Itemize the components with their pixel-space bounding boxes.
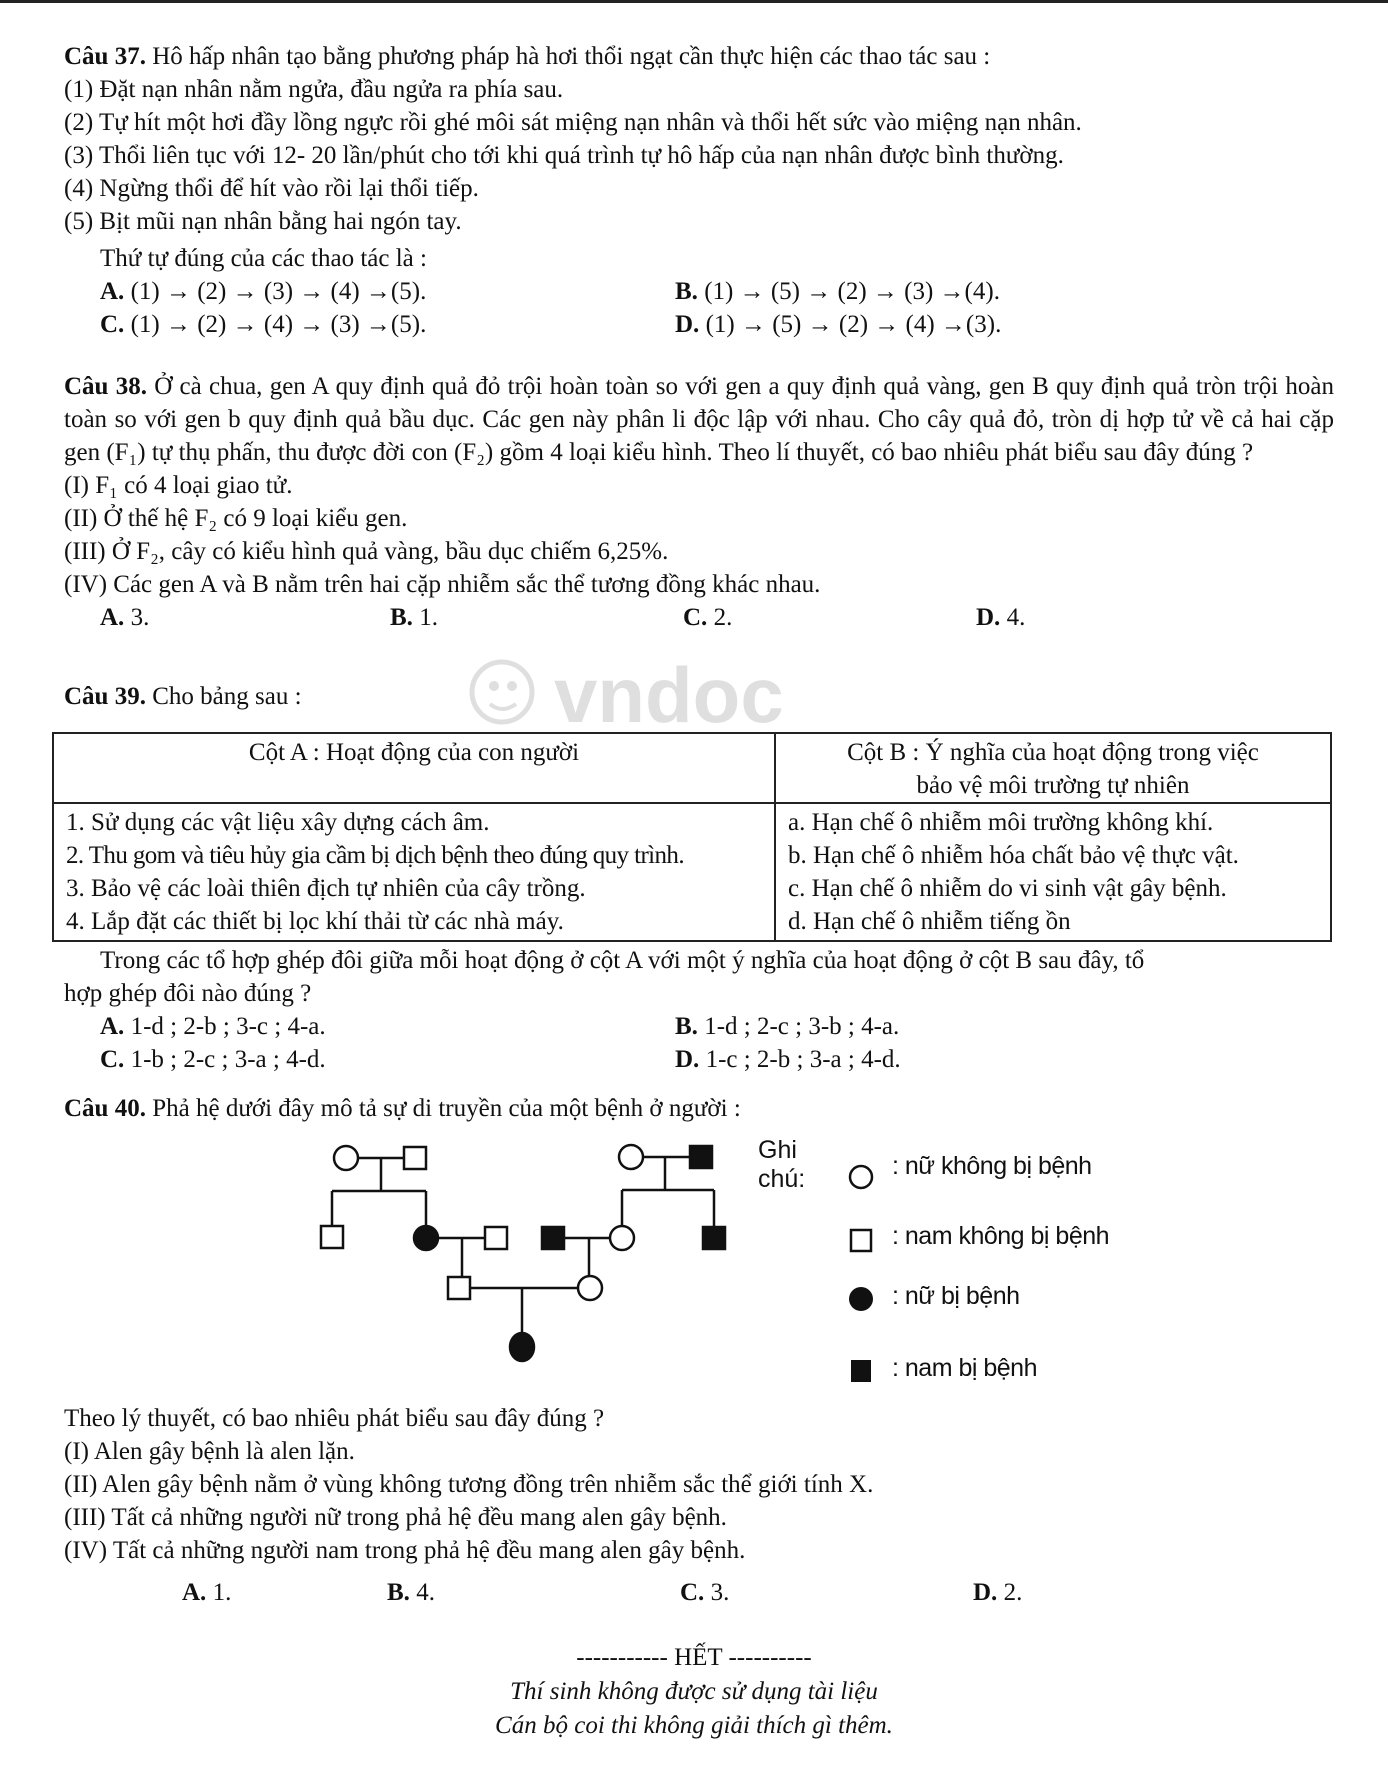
q40-prompt: Theo lý thuyết, có bao nhiêu phát biểu sau đây đúng ?: [64, 1405, 605, 1432]
q39-stem: Cho bảng sau :: [152, 683, 302, 710]
legend-female-unaffected-icon: [848, 1162, 876, 1192]
q39-table-header-b: Cột B : Ý nghĩa của hoạt động trong việc bảo vệ môi trường tự nhiên: [775, 733, 1331, 803]
question-37: [64, 40, 1334, 341]
q37-option-a[interactable]: A. (1) → (2) → (3) → (4) →(5).: [100, 278, 427, 305]
q39-table-header-a: Cột A : Hoạt động của con người: [53, 733, 775, 803]
q37-step-4: (4) Ngừng thổi để hít vào rồi lại thổi tiếp.: [64, 175, 479, 202]
pedigree-gen1-female-unaffected-1: [334, 1146, 358, 1170]
question-38: [64, 370, 1334, 634]
q39-prompt-cont: hợp ghép đôi nào đúng ?: [64, 980, 312, 1007]
q37-options: [64, 275, 1334, 341]
q39-option-a[interactable]: A. 1-d ; 2-b ; 3-c ; 4-a.: [100, 1013, 326, 1040]
top-border-line: [0, 0, 1388, 3]
svg-text:vndoc: vndoc: [554, 651, 784, 739]
pedigree-gen2-male-unaffected-2: [485, 1227, 507, 1249]
q40-option-c[interactable]: C. 3.: [680, 1579, 730, 1606]
legend-female-unaffected-label: : nữ không bị bệnh: [892, 1152, 1092, 1180]
legend-title: Ghi chú:: [758, 1136, 806, 1193]
q38-number: Câu 38.: [64, 373, 147, 400]
pedigree-gen2-male-affected-1: [542, 1227, 564, 1249]
q38-statement-1: (I) F₁ có 4 loại giao tử.: [64, 472, 293, 499]
q39-column-b: [775, 803, 1331, 941]
end-marker: ----------- HẾT ----------: [576, 1644, 812, 1671]
q39-number: Câu 39.: [64, 683, 146, 710]
footer-note-2: Cán bộ coi thi không giải thích gì thêm.: [495, 1712, 893, 1739]
q40-option-d[interactable]: D. 2.: [973, 1579, 1023, 1606]
q39-option-c[interactable]: C. 1-b ; 2-c ; 3-a ; 4-d.: [100, 1046, 326, 1073]
q37-step-1: (1) Đặt nạn nhân nằm ngửa, đầu ngửa ra phía sau.: [64, 76, 564, 103]
q38-options: [64, 601, 1334, 634]
q37-number: Câu 37.: [64, 43, 146, 70]
q40-statement-4: (IV) Tất cả những người nam trong phả hệ đều mang alen gây bệnh.: [64, 1537, 746, 1564]
legend-male-affected-icon: [848, 1358, 876, 1386]
footer-note-1: Thí sinh không được sử dụng tài liệu: [510, 1678, 878, 1705]
pedigree-gen3-female-unaffected: [578, 1276, 602, 1300]
pedigree-diagram: [300, 1125, 760, 1365]
q40-number: Câu 40.: [64, 1095, 146, 1122]
pedigree-gen1-female-unaffected-2: [619, 1145, 643, 1169]
q39-prompt: Trong các tổ hợp ghép đôi giữa mỗi hoạt động ở cột A với một ý nghĩa của hoạt động ở cột B sau đây, tổ: [100, 947, 1145, 974]
q40-options: [64, 1576, 1334, 1609]
pedigree-gen2-male-unaffected-1: [321, 1226, 343, 1248]
legend-male-affected-label: : nam bị bệnh: [892, 1354, 1037, 1382]
q40-option-a[interactable]: A. 1.: [182, 1579, 232, 1606]
q38-statement-3: (III) Ở F₂, cây có kiểu hình quả vàng, bầu dục chiếm 6,25%.: [64, 538, 669, 565]
q39-a-item-4: 4. Lắp đặt các thiết bị lọc khí thải từ các nhà máy.: [66, 908, 564, 935]
q37-option-c[interactable]: C. (1) → (2) → (4) → (3) →(5).: [100, 311, 427, 338]
question-40-options: [64, 1576, 1334, 1609]
pedigree-gen2-male-affected-2: [703, 1227, 725, 1249]
q40-option-b[interactable]: B. 4.: [387, 1579, 435, 1606]
pedigree-gen2-female-affected: [414, 1226, 438, 1250]
q40-statement-1: (I) Alen gây bệnh là alen lặn.: [64, 1438, 355, 1465]
q39-b-item-d: d. Hạn chế ô nhiễm tiếng ồn: [788, 908, 1071, 935]
q40-stem: Phả hệ dưới đây mô tả sự di truyền của một bệnh ở người :: [152, 1095, 741, 1122]
q39-option-d[interactable]: D. 1-c ; 2-b ; 3-a ; 4-d.: [675, 1046, 901, 1073]
question-39-part2: [64, 944, 1334, 1076]
q39-a-item-1: 1. Sử dụng các vật liệu xây dựng cách âm.: [66, 809, 490, 836]
q39-b-item-c: c. Hạn chế ô nhiễm do vi sinh vật gây bệnh.: [788, 875, 1227, 902]
pedigree-gen4-female-affected: [510, 1333, 534, 1361]
legend-female-affected-icon: [848, 1284, 876, 1314]
q39-a-item-3: 3. Bảo vệ các loài thiên địch tự nhiên của cây trồng.: [66, 875, 586, 902]
pedigree-gen3-male-unaffected: [448, 1277, 470, 1299]
q39-b-item-a: a. Hạn chế ô nhiễm môi trường không khí.: [788, 809, 1214, 836]
q39-column-a: [53, 803, 775, 941]
question-40: [64, 1092, 1334, 1125]
q37-step-2: (2) Tự hít một hơi đầy lồng ngực rồi ghé môi sát miệng nạn nhân và thổi hết sức vào miệng nạn nhân.: [64, 109, 1082, 136]
q38-stem: Ở cà chua, gen A quy định quả đỏ trội hoàn toàn so với gen a quy định quả vàng, gen B quy định quả tròn trội hoàn toàn so với gen b quy định quả bầu dục. Các gen này phân li độc lập với nhau. Cho cây quả đỏ, tròn dị hợp tử về cả hai cặp gen (F₁) tự thụ phấn, thu được đời con (F₂) gồm 4 loại kiểu hình. Theo lí thuyết, có bao nhiêu phát biểu sau đây đúng ?: [64, 373, 1334, 466]
pedigree-gen1-male-affected: [690, 1146, 712, 1168]
q37-step-3: (3) Thổi liên tục với 12- 20 lần/phút cho tới khi quá trình tự hô hấp của nạn nhân được bình thường.: [64, 142, 1064, 169]
legend-female-affected-label: : nữ bị bệnh: [892, 1282, 1020, 1310]
q37-step-5: (5) Bịt mũi nạn nhân bằng hai ngón tay.: [64, 208, 462, 235]
q38-option-a[interactable]: A. 3.: [100, 604, 150, 631]
q37-option-d[interactable]: D. (1) → (5) → (2) → (4) →(3).: [675, 311, 1002, 338]
q38-option-c[interactable]: C. 2.: [683, 604, 733, 631]
pedigree-gen1-male-unaffected: [404, 1147, 426, 1169]
q38-statement-4: (IV) Các gen A và B nằm trên hai cặp nhiễm sắc thể tương đồng khác nhau.: [64, 571, 821, 598]
legend-male-unaffected-label: : nam không bị bệnh: [892, 1222, 1110, 1250]
q39-table: [52, 732, 1332, 942]
q37-prompt: Thứ tự đúng của các thao tác là :: [100, 245, 427, 272]
question-39: [64, 680, 1334, 713]
q40-statement-2: (II) Alen gây bệnh nằm ở vùng không tương đồng trên nhiễm sắc thể giới tính X.: [64, 1471, 874, 1498]
q39-option-b[interactable]: B. 1-d ; 2-c ; 3-b ; 4-a.: [675, 1013, 900, 1040]
pedigree-gen2-female-unaffected: [610, 1226, 634, 1250]
q40-statement-3: (III) Tất cả những người nữ trong phả hệ đều mang alen gây bệnh.: [64, 1504, 727, 1531]
q37-option-b[interactable]: B. (1) → (5) → (2) → (3) →(4).: [675, 278, 1000, 305]
q37-stem: Hô hấp nhân tạo bằng phương pháp hà hơi thổi ngạt cần thực hiện các thao tác sau :: [152, 43, 991, 70]
q38-option-b[interactable]: B. 1.: [390, 604, 438, 631]
q39-options: [64, 1010, 1334, 1076]
question-40-part2: [64, 1402, 1334, 1567]
q39-b-item-b: b. Hạn chế ô nhiễm hóa chất bảo vệ thực vật.: [788, 842, 1239, 869]
q38-statement-2: (II) Ở thế hệ F₂ có 9 loại kiểu gen.: [64, 505, 408, 532]
q38-option-d[interactable]: D. 4.: [976, 604, 1026, 631]
q39-a-item-2: 2. Thu gom và tiêu hủy gia cầm bị dịch bệnh theo đúng quy trình.: [66, 842, 684, 869]
legend-male-unaffected-icon: [848, 1227, 876, 1255]
